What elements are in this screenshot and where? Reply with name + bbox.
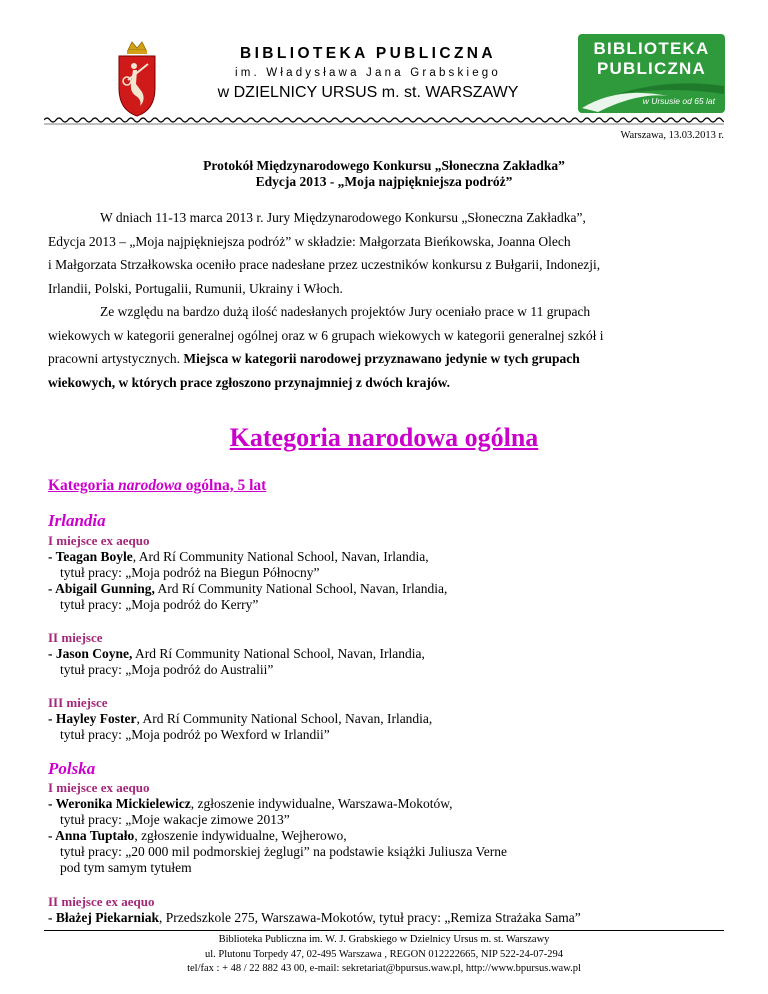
intro-paragraph-1: W dniach 11-13 marca 2013 r. Jury Międzynarodowego Konkursu „Słoneczna Zakładka”, Edycja 2013 – „Moja najpiękniejsza podróż” w składzie: Małgorzata Bieńkowska, Joanna Olech i Małgorzata Strzałkowska oceniło prace nadesłane przez uczestników konkursu z Bułgarii, Indonezji, Irlandii, Polski, Portugalii, Rumunii, Ukrainy i Włoch. (48, 210, 601, 296)
protocol-title: Protokół Międzynarodowego Konkursu „Słoneczna Zakładka” (203, 158, 565, 173)
list-item: - Jason Coyne, Ard Rí Community National School, Navan, Irlandia, tytuł pracy: „Moja podróż do Australii” (48, 646, 425, 677)
country-heading-irlandia: Irlandia (48, 511, 106, 530)
warsaw-siren-crest-icon (116, 40, 158, 118)
list-item: - Hayley Foster, Ard Rí Community National School, Navan, Irlandia, tytuł pracy: „Moja podróż po Wexford w Irlandii” (48, 711, 433, 742)
footer-line-1: Biblioteka Publiczna im. W. J. Grabskiego w Dzielnicy Ursus m. st. Warszawy (218, 934, 550, 945)
logo-line2: PUBLICZNA (596, 59, 706, 78)
library-district: w DZIELNICY URSUS m. st. WARSZAWY (217, 84, 519, 101)
library-name: BIBLIOTEKA PUBLICZNA (240, 45, 496, 62)
footer-divider (44, 930, 724, 931)
place-heading: I miejsce ex aequo (48, 780, 150, 795)
library-logo (578, 34, 725, 113)
country-heading-polska: Polska (48, 759, 96, 778)
header-wavy-divider (44, 116, 724, 126)
place-heading: I miejsce ex aequo (48, 533, 150, 548)
footer-line-2: ul. Plutonu Torpedy 47, 02-495 Warszawa , REGON 012222665, NIP 522-24-07-294 (204, 949, 564, 960)
place-heading: III miejsce (48, 695, 108, 710)
logo-line1: BIBLIOTEKA (593, 39, 710, 58)
list-item: - Teagan Boyle, Ard Rí Community National School, Navan, Irlandia, tytuł pracy: „Moja podróż na Biegun Północny” - Abigail Gunning, Ard Rí Community National School, Navan, Irlandia, tytuł pracy: „Moja podróż do Kerry” (48, 549, 448, 612)
library-patron: im. Władysława Jana Grabskiego (234, 67, 501, 79)
place-heading: II miejsce ex aequo (48, 894, 155, 909)
logo-tagline: w Ursusie od 65 lat (642, 96, 715, 106)
protocol-edition: Edycja 2013 - „Moja najpiękniejsza podróż” (255, 174, 513, 189)
document-date: Warszawa, 13.03.2013 r. (620, 130, 724, 141)
category-subtitle: Kategoria narodowa ogólna, 5 lat (48, 477, 267, 494)
footer-line-3: tel/fax : + 48 / 22 882 43 00, e-mail: sekretariat@bpursus.waw.pl, http://www.bpursus.waw.pl (187, 963, 581, 974)
place-heading: II miejsce (48, 630, 103, 645)
category-title: Kategoria narodowa ogólna (229, 423, 539, 452)
list-item: - Weronika Mickielewicz, zgłoszenie indywidualne, Warszawa-Mokotów, tytuł pracy: „Moje wakacje zimowe 2013” - Anna Tuptało, zgłoszenie indywidualne, Wejherowo, tytuł pracy: „20 000 mil podmorskiej żeglugi” na podstawie książki Juliusza Verne pod tym samym tytułem (48, 796, 508, 875)
list-item: - Błażej Piekarniak, Przedszkole 275, Warszawa-Mokotów, tytuł pracy: „Remiza Strażaka Sama” (48, 910, 581, 925)
intro-paragraph-2: Ze względu na bardzo dużą ilość nadesłanych projektów Jury oceniało prace w 11 grupach wiekowych w kategorii generalnej ogólnej oraz w 6 grupach wiekowych w kategorii generalnej szkół i pracowni artystycznych. Miejsca w kategorii narodowej przyznawano jedynie w tych grupach wiekowych, w których prace zgłoszono przynajmniej z dwóch krajów. (48, 304, 604, 390)
